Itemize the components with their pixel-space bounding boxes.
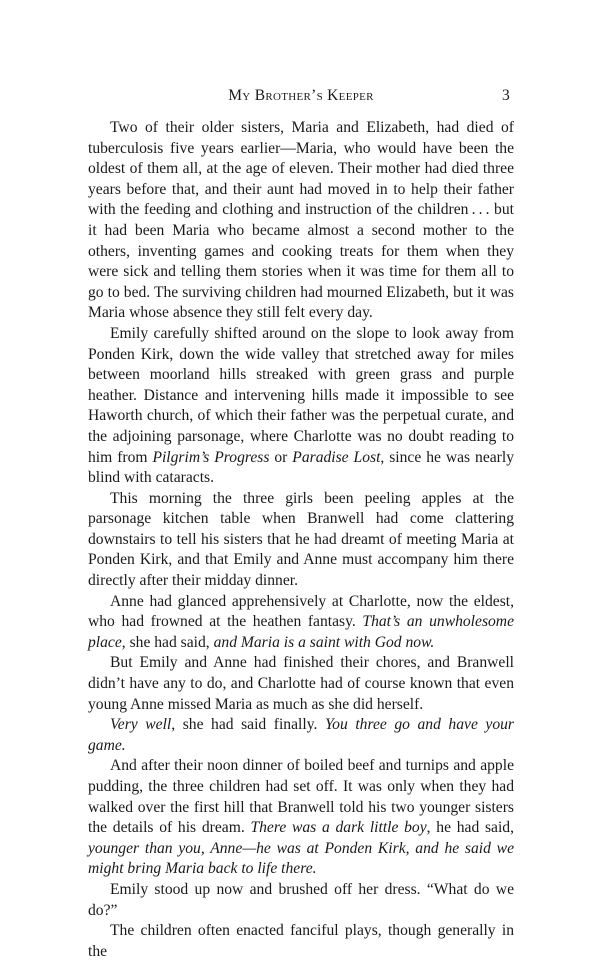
italic-run: You three go and have your game.	[88, 716, 515, 754]
text-run: , he had said,	[426, 819, 514, 837]
paragraph	[88, 653, 514, 715]
paragraph	[88, 118, 514, 324]
text-run: or	[269, 448, 293, 466]
text-run: The children often enacted fanciful plays, though generally in the	[88, 922, 514, 960]
paragraph	[88, 715, 514, 756]
italic-run: and Maria is a saint with God now.	[213, 633, 435, 651]
paragraph	[88, 489, 514, 592]
book-title: Pilgrim’s Progress	[152, 448, 270, 466]
italic-run: There was a dark little boy	[250, 819, 427, 837]
text-run: This morning the three girls been peeling apples at the parsonage kitchen table when Branwell had come clattering downstairs to tell his sisters that he had dreamt of meeting Maria at Ponden Kirk, and that Emily and Anne must accompany him there directly after their midday dinner.	[88, 489, 514, 590]
book-title: Paradise Lost	[292, 448, 381, 466]
page-number: 3	[501, 87, 510, 104]
text-run: Emily stood up now and brushed off her dress. “What do we do?”	[88, 880, 514, 919]
running-title: My Brother’s Keeper	[228, 87, 374, 104]
text-run: And after their noon dinner of boiled beef and turnips and apple pudding, the three children had set off. It was only when they had walked over the first hill that Branwell told his two younger sisters the details of his dream.	[88, 757, 514, 837]
italic-run: Very well	[110, 716, 172, 734]
text-run: Anne had glanced apprehensively at Charlotte, now the eldest, who had frowned at the heathen fantasy.	[88, 592, 514, 631]
text-run: , she had said finally.	[171, 716, 325, 734]
paragraph	[88, 324, 514, 489]
text-run: Two of their older sisters, Maria and Elizabeth, had died of tuberculosis five years earlier—Maria, who would have been the oldest of them all, at the age of eleven. Their mother had died three years before that, and their aunt had moved in to help their father with the feeding and clothing and instruction of the children . . . but it had been Maria who became almost a second mother to the others, inventing games and cooking treats for them when they were sick and telling them stories when it was time for them all to go to bed. The surviving children had mourned Elizabeth, but it was Maria whose absence they still felt every day.	[88, 119, 514, 322]
text-run: Emily carefully shifted around on the slope to look away from Ponden Kirk, down the wide valley that stretched away for miles between moorland hills streaked with green grass and purple heather. Distance and intervening hills made it impossible to see Haworth church, of which their father was the perpetual curate, and the adjoining parsonage, where Charlotte was no doubt reading to him from	[88, 324, 514, 466]
paragraph	[88, 756, 514, 880]
text-run: , she had said,	[121, 633, 214, 651]
running-head	[88, 87, 514, 109]
paragraph	[88, 921, 514, 962]
italic-run: younger than you, Anne—he was at Ponden Kirk, and he said we might bring Maria back to life there.	[88, 839, 514, 878]
body-text	[88, 118, 514, 962]
italic-run: That’s an unwholesome place	[88, 613, 514, 651]
text-run: , since he was nearly blind with cataracts.	[88, 448, 514, 487]
text-run: But Emily and Anne had finished their chores, and Branwell didn’t have any to do, and Charlotte had of course known that even young Anne missed Maria as much as she did herself.	[88, 654, 514, 713]
paragraph	[88, 592, 514, 654]
